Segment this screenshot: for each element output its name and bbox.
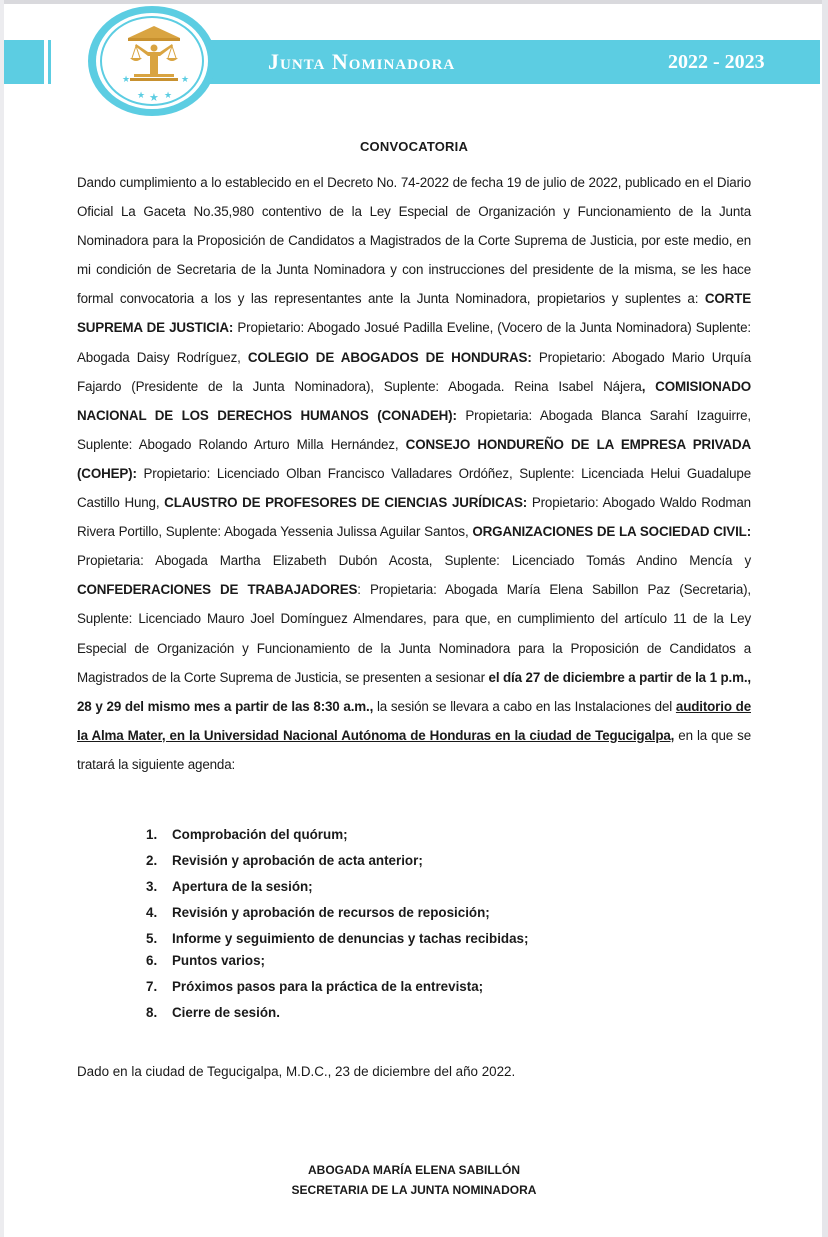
- page-top-edge: [0, 0, 828, 4]
- agenda-item: [146, 848, 528, 874]
- bold-run: CORTE SUPREMA DE JUSTICIA:: [77, 291, 751, 336]
- bold-run: , COMISIONADO NACIONAL DE LOS DERECHOS HUMANOS (CONADEH):: [77, 378, 751, 423]
- agenda-item-number: 4.: [146, 905, 158, 920]
- text-run: en la que se tratará la siguiente agenda:: [77, 727, 751, 772]
- agenda-item-text: Cierre de sesión.: [172, 1005, 280, 1020]
- text-run: Propietario: Abogado Waldo Rodman Rivera Portillo, Suplente: Abogada Yessenia Julissa Aguilar Santos,: [77, 495, 751, 540]
- page-right-edge: [822, 0, 828, 1237]
- banner-left-stripe: [48, 40, 51, 84]
- closing-statement: Dado en la ciudad de Tegucigalpa, M.D.C., 23 de diciembre del año 2022.: [77, 1064, 516, 1079]
- signatory-name: ABOGADA MARÍA ELENA SABILLÓN: [308, 1163, 520, 1177]
- agenda-item: [146, 874, 528, 900]
- agenda-item-number: 5.: [146, 931, 158, 946]
- text-run: Propietaria: Abogada Martha Elizabeth Dubón Acosta, Suplente: Licenciado Tomás Andino Mencía y: [77, 553, 751, 569]
- agenda-item-text: Revisión y aprobación de recursos de reposición;: [172, 905, 490, 920]
- bold-run: el día 27 de diciembre a partir de la 1 p.m., 28 y 29 del mismo mes a partir de las 8:30 a.m.,: [77, 669, 751, 714]
- svg-text:★: ★: [149, 91, 159, 104]
- agenda-item-text: Comprobación del quórum;: [172, 827, 348, 842]
- agenda-item-text: Próximos pasos para la práctica de la entrevista;: [172, 979, 484, 994]
- bold-run: ORGANIZACIONES DE LA SOCIEDAD CIVIL:: [472, 524, 751, 540]
- agenda-item: [146, 926, 528, 948]
- bold-run: CLAUSTRO DE PROFESORES DE CIENCIAS JURÍDICAS:: [164, 495, 528, 511]
- bold-run: COLEGIO DE ABOGADOS DE HONDURAS:: [247, 349, 532, 365]
- text-run: Propietaria: Abogada Blanca Sarahí Izaguirre, Suplente: Abogado Rolando Arturo Milla Hernández,: [77, 407, 751, 452]
- agenda-item-number: 7.: [146, 979, 158, 994]
- agenda-item-text: Apertura de la sesión;: [172, 879, 313, 894]
- text-run: Propietario: Abogado Mario Urquía Fajardo (Presidente de la Junta Nominadora), Suplente: Abogada. Reina Isabel Nájera: [77, 349, 751, 394]
- svg-text:★: ★: [137, 91, 146, 101]
- agenda-item-number: 3.: [146, 879, 158, 894]
- agenda-item: [146, 1000, 528, 1026]
- text-run: Dando cumplimiento a lo establecido en el Decreto No. 74-2022 de fecha 19 de julio de 2022, publicado en el Diario Oficial La Gaceta No.35,980 contentivo de la Ley Especial de Organización y Funcionamiento de la Junta Nominadora para la Proposición de Candidatos a Magistrados de la Corte Suprema de Justicia, por este medio, en mi condición de Secretaria de la Junta Nominadora y con instrucciones del presidente de la misma, se les hace formal convocatoria a los y las representantes ante la Junta Nominadora, propietarios y suplentes a:: [77, 175, 751, 307]
- underlined-location: auditorio de la Alma Mater, en la Universidad Nacional Autónoma de Honduras en la ciudad de Tegucigalpa,: [77, 698, 751, 743]
- agenda-item: [146, 900, 528, 926]
- term-years: 2022 - 2023: [668, 51, 765, 73]
- agenda-item-number: 6.: [146, 953, 158, 968]
- document-title: CONVOCATORIA: [359, 139, 469, 154]
- svg-text:★: ★: [164, 91, 173, 101]
- text-run: Propietario: Licenciado Olban Francisco Valladares Ordóñez, Suplente: Licenciada Helui Guadalupe Castillo Hung,: [77, 465, 751, 511]
- svg-text:★: ★: [122, 75, 131, 85]
- text-run: Propietario: Abogado Josué Padilla Eveline, (Vocero de la Junta Nominadora) Suplente: Abogada Daisy Rodríguez,: [77, 320, 751, 365]
- convocation-body: [77, 168, 751, 779]
- signatory-role: SECRETARIA DE LA JUNTA NOMINADORA: [291, 1183, 537, 1197]
- bold-run: CONFEDERACIONES DE TRABAJADORES: [77, 582, 358, 598]
- agenda-item-number: 1.: [146, 827, 158, 842]
- agenda-item: [146, 974, 528, 1000]
- text-run: : Propietaria: Abogada María Elena Sabillon Paz (Secretaria), Suplente: Licenciado Mauro Joel Domínguez Almendares, para que, en cumplimiento del artículo 11 de la Ley Especial de Organización y Funcionamiento de la Junta Nominadora para la Proposición de Candidatos a Magistrados de la Corte Suprema de Justicia, se presenten a sesionar: [77, 582, 751, 685]
- agenda-list: [146, 822, 528, 1026]
- agenda-item: [146, 948, 528, 974]
- scales-of-justice-logo-icon: [88, 6, 220, 118]
- agenda-item-text: Revisión y aprobación de acta anterior;: [172, 853, 423, 868]
- agenda-item-text: Puntos varios;: [172, 953, 266, 968]
- agenda-item-number: 2.: [146, 853, 158, 868]
- page-left-edge: [0, 0, 4, 1237]
- agenda-item: [146, 822, 528, 848]
- banner-left-block: [4, 40, 44, 84]
- agenda-item-text: Informe y seguimiento de denuncias y tachas recibidas;: [172, 931, 529, 946]
- text-run: la sesión se llevara a cabo en las Instalaciones del: [373, 698, 676, 714]
- agenda-item-number: 8.: [146, 1005, 158, 1020]
- bold-run: CONSEJO HONDUREÑO DE LA EMPRESA PRIVADA (COHEP):: [77, 436, 751, 481]
- svg-text:★: ★: [181, 75, 190, 85]
- organization-title: Junta Nominadora: [268, 49, 456, 74]
